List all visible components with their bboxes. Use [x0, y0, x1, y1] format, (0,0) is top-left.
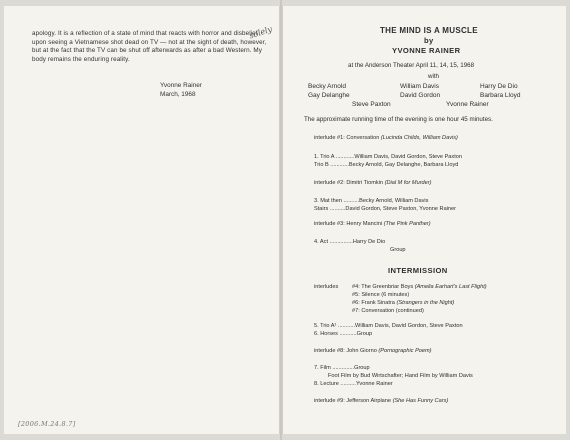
- performer: David Gordon: [400, 92, 441, 99]
- item-label: Trio B ............: [314, 162, 349, 168]
- interlude-6-label: #6: Frank Sinatra: [352, 300, 397, 306]
- item-cast: Harry De Dio: [352, 239, 386, 245]
- performer: Yvonne Rainer: [446, 101, 489, 108]
- interlude-3-label: interlude #3: Henry Mancini: [314, 221, 384, 227]
- program-item-1b: [314, 162, 458, 168]
- running-time: The approximate running time of the evening is one hour 45 minutes.: [304, 116, 493, 123]
- item-cast: Group: [354, 365, 370, 371]
- interlude-8: [314, 348, 432, 354]
- interlude-2-detail: (Dial M for Murder): [384, 180, 432, 186]
- program-item-8: [314, 381, 393, 387]
- item-label: 4. Act ...............: [314, 239, 353, 245]
- venue-line: at the Anderson Theater April 11, 14, 15, 1968: [348, 62, 475, 69]
- archive-mark: [2006.M.24.8.7]: [18, 420, 76, 428]
- interlude-8-detail: (Pornographic Poem): [378, 348, 432, 354]
- interlude-4: [352, 284, 487, 290]
- item-label: 5. Trio A¹ ...........: [314, 323, 356, 329]
- item-cast: William Davis, David Gordon, Steve Paxton: [354, 154, 462, 160]
- item-cast: David Gordon, Steve Paxton, Yvonne Rainer: [345, 206, 457, 212]
- program-item-7-note: Foot Film by Bud Wirtschafter; Hand Film by William Davis: [328, 373, 473, 379]
- performer: Steve Paxton: [352, 101, 391, 108]
- interludes-label: interludes: [314, 284, 339, 290]
- performer: Becky Arnold: [308, 83, 346, 90]
- program-item-3b: [314, 206, 456, 212]
- left-page-body-text: apology. It is a reflection of a state of mind that reacts with horror and disbelief upon seeing a Vietnamese shot dead on TV — not at the sight of death, however, but at the fact that the TV can be shut off afterwards as after a bad Western. My body remains the enduring reality.: [32, 30, 267, 63]
- item-label: 7. Film ..............: [314, 365, 355, 371]
- program-item-6: [314, 331, 372, 337]
- interlude-9-label: interlude #9: Jefferson Airplane: [314, 398, 393, 404]
- item-cast: Becky Arnold, William Davis: [359, 198, 429, 204]
- program-by: by: [424, 36, 434, 45]
- interlude-2: [314, 180, 432, 186]
- interlude-1: [314, 135, 458, 141]
- right-page: [282, 6, 566, 434]
- item-cast: William Davis, David Gordon, Steve Paxton: [355, 323, 463, 329]
- signature-name: Yvonne Rainer: [160, 82, 202, 89]
- item-label: Stairs ..........: [314, 206, 346, 212]
- item-label: 3. Mat then ..........: [314, 198, 360, 204]
- program-item-3a: [314, 198, 428, 204]
- item-cast: Becky Arnold, Gay Delanghe, Barbara Lloyd: [348, 162, 459, 168]
- interlude-1-detail: (Lucinda Childs, William Davis): [380, 135, 458, 141]
- interlude-5: #5: Silence (6 minutes): [352, 292, 410, 298]
- interlude-9: [314, 398, 448, 404]
- program-item-1a: [314, 154, 462, 160]
- with-label: with: [428, 73, 440, 80]
- interlude-9-detail: (She Has Funny Cars): [392, 398, 449, 404]
- interlude-3-detail: (The Pink Panther): [383, 221, 431, 227]
- signature-block: [160, 82, 202, 99]
- performer: Barbara Lloyd: [480, 92, 521, 99]
- item-label: 8. Lecture ..........: [314, 381, 356, 387]
- interlude-6-detail: (Strangers in the Night): [396, 300, 455, 306]
- program-item-4: [314, 239, 385, 245]
- program-title: THE MIND IS A MUSCLE: [380, 26, 478, 35]
- interlude-6: [352, 300, 454, 306]
- performer: Harry De Dio: [480, 83, 518, 90]
- handwritten-note: solely: [248, 24, 274, 41]
- item-label: 6. Horses ...........: [314, 331, 357, 337]
- interlude-1-label: interlude #1: Conversation: [314, 135, 381, 141]
- interlude-7: #7: Conversation (continued): [352, 308, 424, 314]
- performer: William Davis: [400, 83, 439, 90]
- interlude-2-label: interlude #2: Dimitri Tiomkin: [314, 180, 385, 186]
- interlude-4-detail: (Amelia Earhart's Last Flight): [414, 284, 487, 290]
- intermission-heading: INTERMISSION: [388, 266, 448, 275]
- program-item-5: [314, 323, 463, 329]
- interlude-8-label: interlude #8: John Giorno: [314, 348, 379, 354]
- performer: Gay Delanghe: [308, 92, 350, 99]
- item-cast: Group: [356, 331, 373, 337]
- signature-date: March, 1968: [160, 90, 196, 98]
- item-label: 1. Trio A ............: [314, 154, 355, 160]
- item-cast: Yvonne Rainer: [355, 381, 393, 387]
- left-page: [4, 6, 280, 434]
- interlude-4-label: #4: The Greenbriar Boys: [352, 284, 415, 290]
- program-item-4-group: Group: [390, 247, 406, 253]
- interlude-3: [314, 221, 431, 227]
- program-author: YVONNE RAINER: [392, 46, 461, 55]
- program-item-7: [314, 365, 370, 371]
